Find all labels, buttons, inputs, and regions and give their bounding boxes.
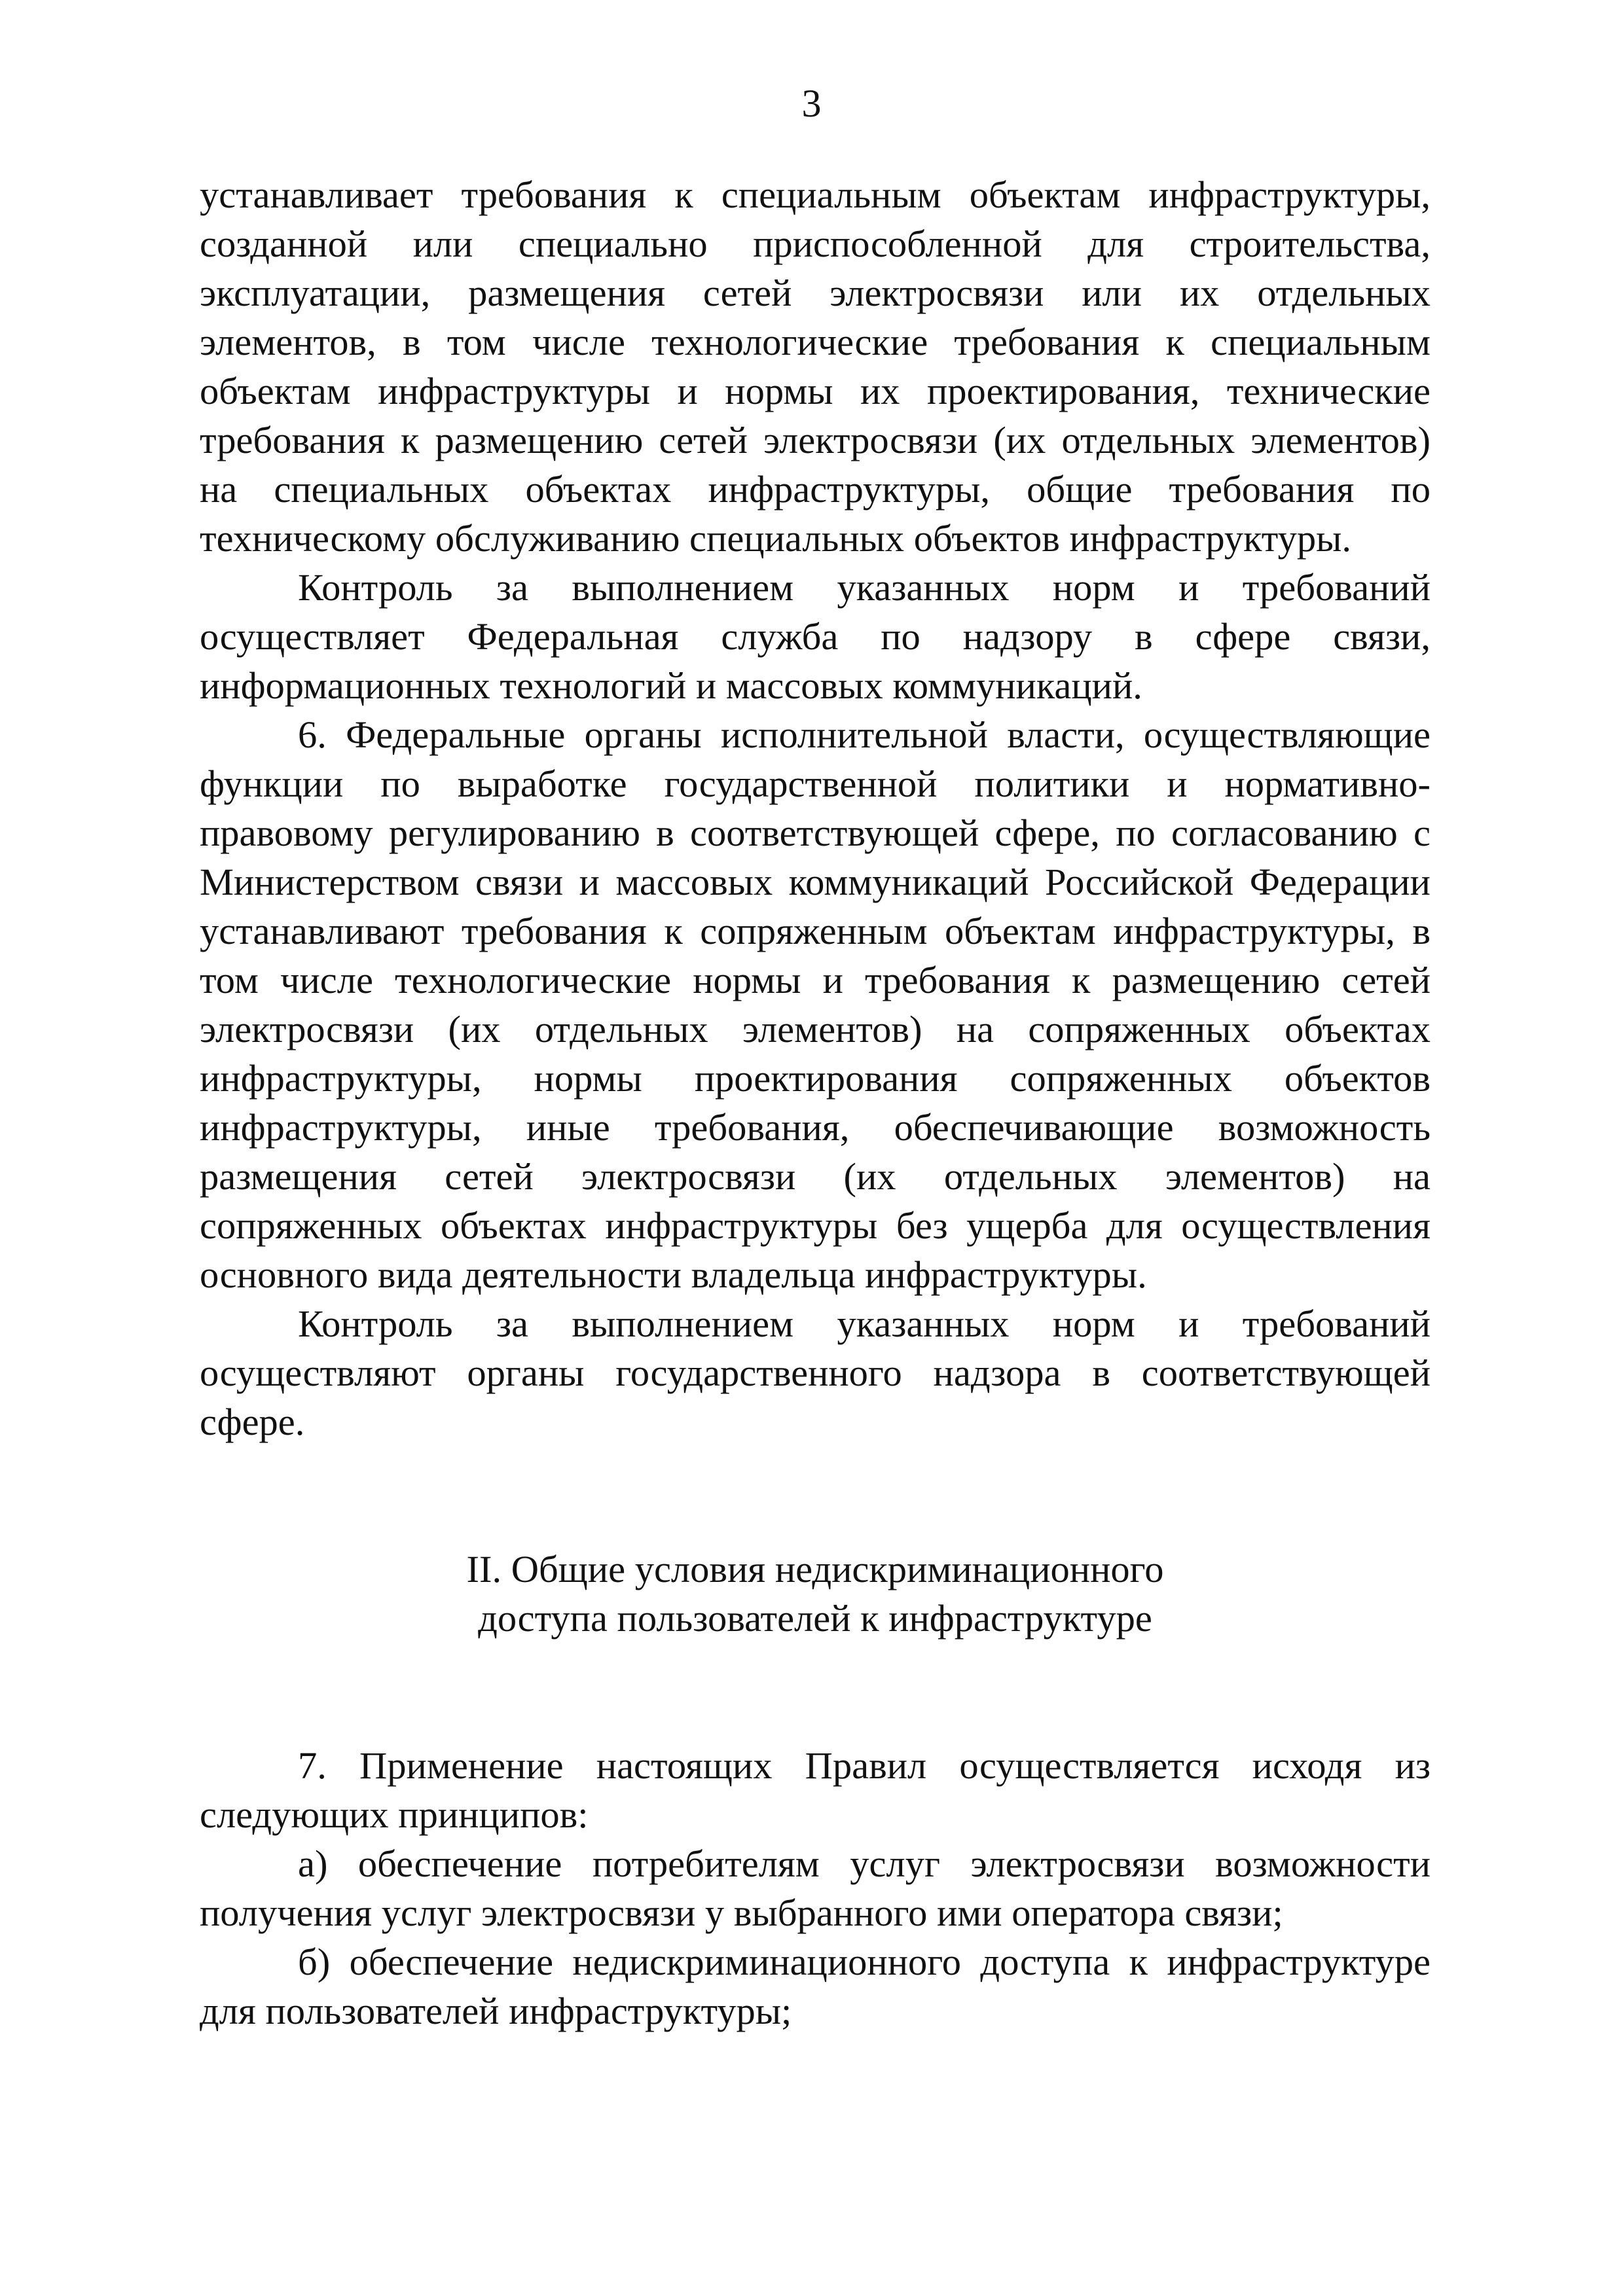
paragraph-control-roskomnadzor: Контроль за выполнением указанных норм и требований осуществляет Федеральная служба по надзору в сфере связи, информационных технологий и массовых коммуникаций.: [200, 566, 1431, 707]
page-number: 3: [801, 82, 822, 125]
paragraph-item-7: 7. Применение настоящих Правил осуществляется исходя из следующих принципов:: [200, 1744, 1431, 1836]
section-heading-line-1: II. Общие условия недискриминационного: [466, 1548, 1164, 1590]
paragraph-control-state-supervision: Контроль за выполнением указанных норм и требований осуществляют органы государственного надзора в соответствующей сфере.: [200, 1302, 1431, 1443]
paragraph-item-7b: б) обеспечение недискриминационного доступа к инфраструктуре для пользователей инфраструктуры;: [200, 1941, 1431, 2032]
paragraph-item-6: 6. Федеральные органы исполнительной власти, осуществляющие функции по выработке государственной политики и нормативно-правовому регулированию в соответствующей сфере, по согласованию с Министерством связи и массовых коммуникаций Российской Федерации устанавливают требования к сопряженным объектам инфраструктуры, в том числе технологические нормы и требования к размещению сетей электросвязи (их отдельных элементов) на сопряженных объектах инфраструктуры, нормы проектирования сопряженных объектов инфраструктуры, иные требования, обеспечивающие возможность размещения сетей электросвязи (их отдельных элементов) на сопряженных объектах инфраструктуры без ущерба для осуществления основного вида деятельности владельца инфраструктуры.: [200, 713, 1431, 1296]
document-body: [200, 170, 1431, 2036]
section-heading: [200, 1545, 1431, 1643]
section-heading-line-2: доступа пользователей к инфраструктуре: [478, 1597, 1152, 1640]
paragraph-special-infrastructure-requirements: устанавливает требования к специальным объектам инфраструктуры, созданной или специально приспособленной для строительства, эксплуатации, размещения сетей электросвязи или их отдельных элементов, в том числе технологические требования к специальным объектам инфраструктуры и нормы их проектирования, технические требования к размещению сетей электросвязи (их отдельных элементов) на специальных объектах инфраструктуры, общие требования по техническому обслуживанию специальных объектов инфраструктуры.: [200, 173, 1431, 560]
paragraph-item-7a: а) обеспечение потребителям услуг электросвязи возможности получения услуг электросвязи у выбранного ими оператора связи;: [200, 1842, 1431, 1934]
